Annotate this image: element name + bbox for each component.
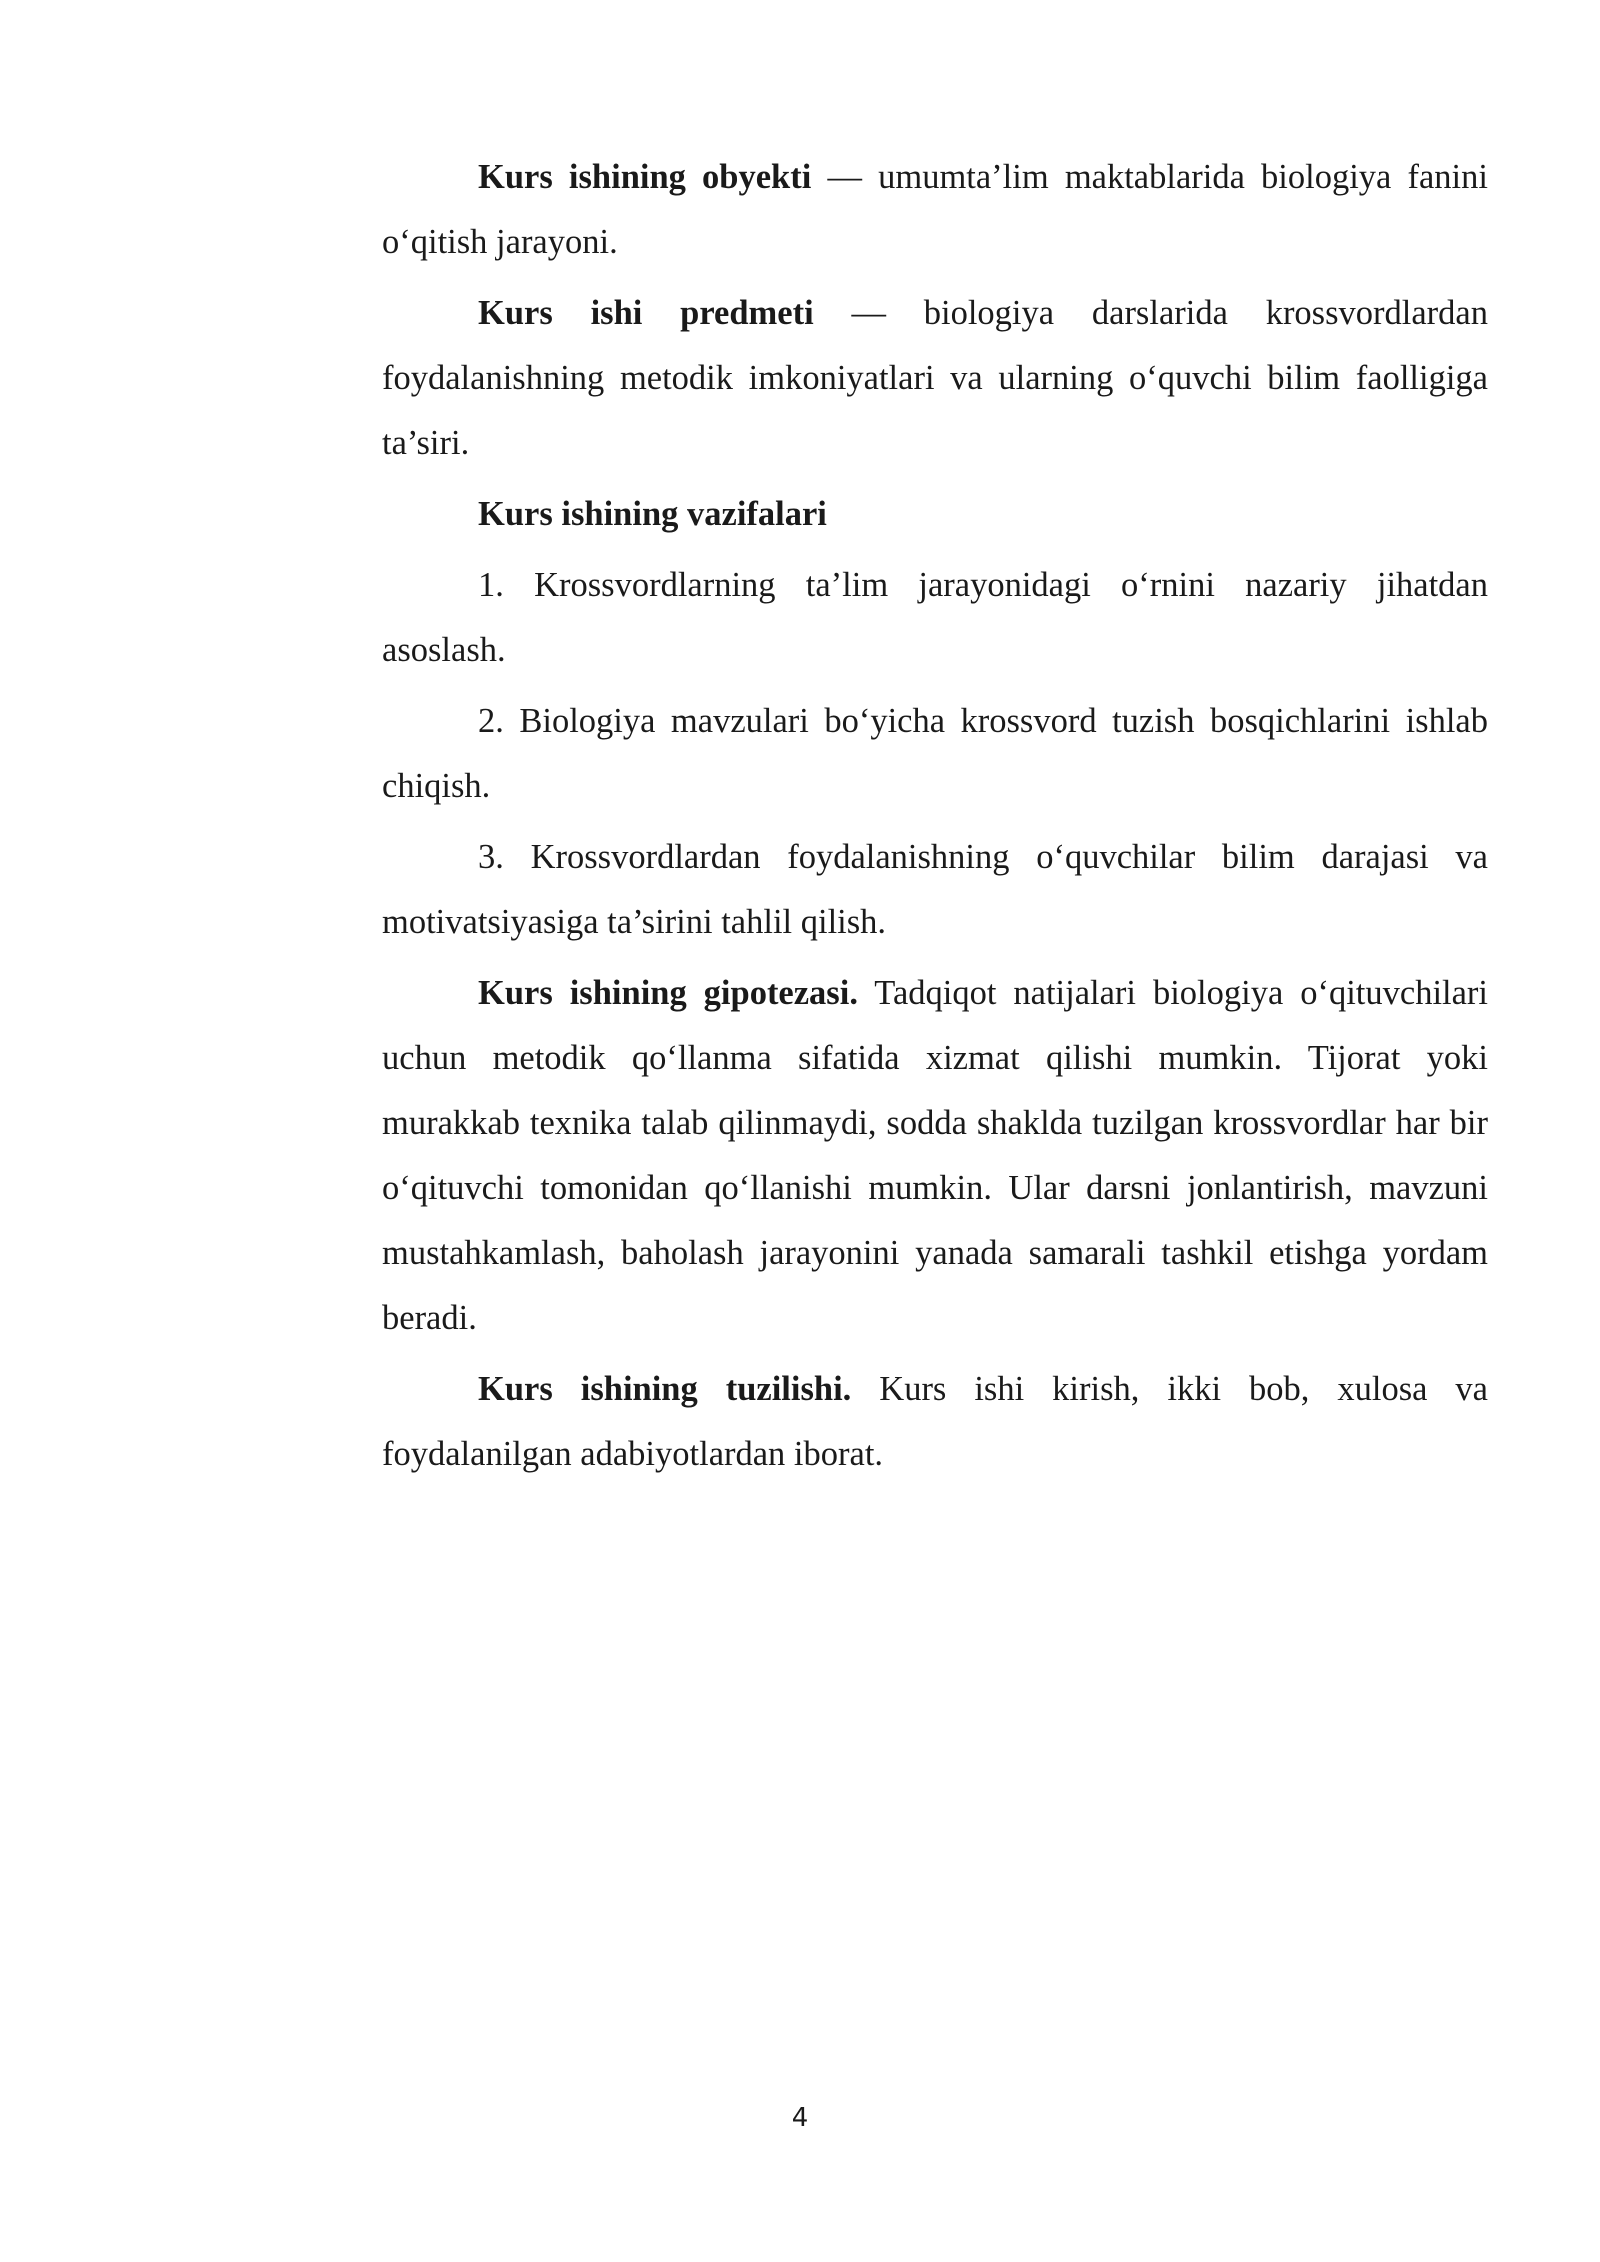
paragraph-heading: Kurs ishi predmeti (478, 294, 814, 332)
paragraph-text: 2. Biologiya mavzulari bo‘yicha krossvord tuzish bosqichlarini ishlab chiqish. (382, 702, 1488, 805)
page-number: 4 (791, 2103, 809, 2133)
page-body (382, 145, 1488, 1493)
paragraph-structure (382, 1357, 1488, 1487)
paragraph-text: 1. Krossvordlarning ta’lim jarayonidagi o‘rnini nazariy jihatdan asoslash. (382, 566, 1488, 669)
paragraph-tasks-heading (382, 482, 1488, 547)
paragraph-hypothesis (382, 961, 1488, 1351)
paragraph-text: 3. Krossvordlardan foydalanishning o‘quvchilar bilim darajasi va motivatsiyasiga ta’sirini tahlil qilish. (382, 838, 1488, 941)
paragraph-object (382, 145, 1488, 275)
paragraph-heading: Kurs ishining gipotezasi. (478, 974, 858, 1012)
paragraph-text: Kurs ishi kirish, ikki bob, xulosa va foydalanilgan adabiyotlardan iborat. (382, 1370, 1488, 1473)
paragraph-heading: Kurs ishining tuzilishi. (478, 1370, 852, 1408)
paragraph-text: — umumta’lim maktablarida biologiya fanini o‘qitish jarayoni. (382, 158, 1488, 261)
paragraph-text: — biologiya darslarida krossvordlardan foydalanishning metodik imkoniyatlari va ularning o‘quvchi bilim faolligiga ta’siri. (382, 294, 1488, 462)
paragraph-subject (382, 281, 1488, 476)
paragraph-task-2 (382, 689, 1488, 819)
paragraph-task-1 (382, 553, 1488, 683)
paragraph-text: Tadqiqot natijalari biologiya o‘qituvchilari uchun metodik qo‘llanma sifatida xizmat qilishi mumkin. Tijorat yoki murakkab texnika talab qilinmaydi, sodda shaklda tuzilgan krossvordlar har bir o‘qituvchi tomonidan qo‘llanishi mumkin. Ular darsni jonlantirish, mavzuni mustahkamlash, baholash jarayonini yanada samarali tashkil etishga yordam beradi. (382, 974, 1489, 1337)
paragraph-task-3 (382, 825, 1488, 955)
paragraph-heading: Kurs ishining obyekti (478, 158, 812, 196)
paragraph-heading: Kurs ishining vazifalari (478, 495, 827, 533)
